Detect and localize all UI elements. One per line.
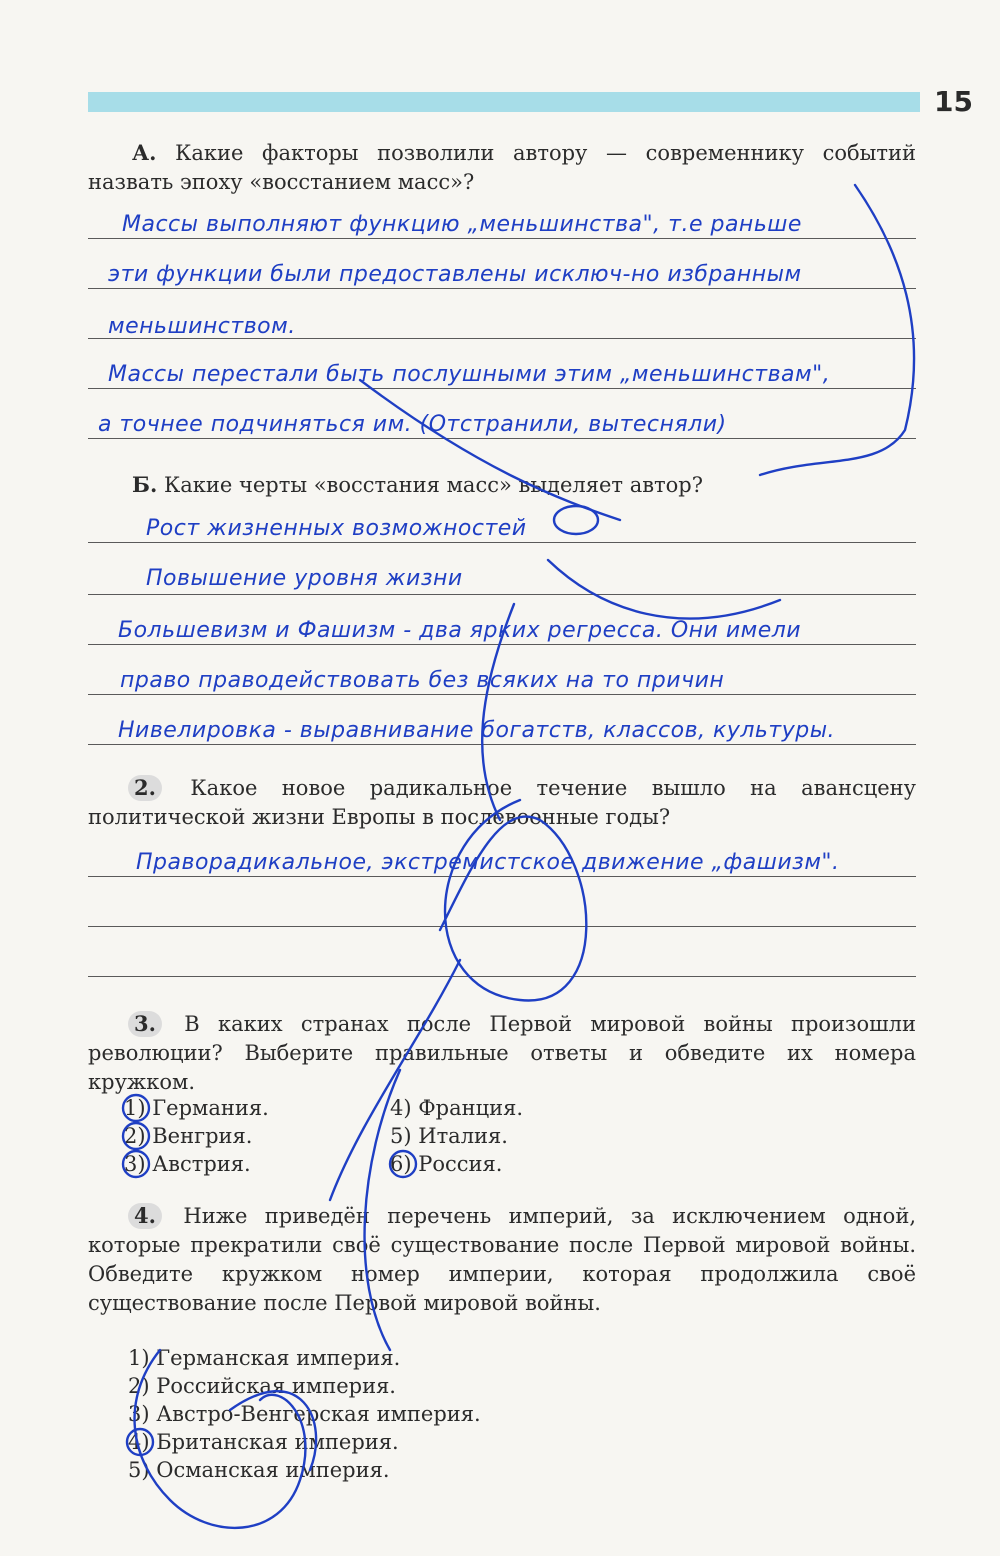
option-number: 5): [128, 1458, 150, 1482]
pen-scribble: [554, 506, 598, 534]
option-number: 3): [128, 1402, 150, 1426]
option-text: Германия.: [152, 1096, 269, 1120]
answer-line: [88, 388, 916, 389]
task-3-option[interactable]: [124, 1094, 269, 1122]
option-text: Германская империя.: [156, 1346, 401, 1370]
question-b-text: Какие черты «восстания масс» выделяет автор?: [163, 473, 704, 497]
task-3-option[interactable]: [124, 1150, 251, 1178]
page-number: 15: [920, 86, 1000, 118]
option-text: Османская империя.: [156, 1458, 390, 1482]
option-number: 5): [390, 1124, 412, 1148]
question-a: [88, 138, 916, 197]
question-b: [88, 470, 916, 500]
question-a-label: А.: [132, 140, 157, 165]
handwritten-answer-a-2: эти функции были предоставлены исключ-но избранным: [108, 262, 802, 287]
task-4: [88, 1202, 916, 1318]
option-number: 3): [124, 1152, 146, 1176]
answer-line: [88, 594, 916, 595]
option-text: Франция.: [418, 1096, 524, 1120]
task-4-option[interactable]: [128, 1428, 399, 1456]
answer-line: [88, 976, 916, 977]
answer-line: [88, 288, 916, 289]
option-number: 1): [128, 1346, 150, 1370]
option-text: Италия.: [418, 1124, 508, 1148]
answer-line: [88, 926, 916, 927]
task-3: [88, 1010, 916, 1097]
option-number: 4): [128, 1430, 150, 1454]
task-3-option[interactable]: [390, 1122, 508, 1150]
option-number: 6): [390, 1152, 412, 1176]
handwritten-answer-b-4: право праводействовать без всяких на то причин: [120, 668, 725, 693]
answer-line: [88, 438, 916, 439]
task-4-option[interactable]: [128, 1456, 390, 1484]
task-3-option[interactable]: [390, 1094, 523, 1122]
handwritten-answer-b-1: Рост жизненных возможностей: [146, 516, 527, 541]
option-text: Российская империя.: [156, 1374, 396, 1398]
question-b-label: Б.: [132, 472, 158, 497]
option-number: 4): [390, 1096, 412, 1120]
option-text: Россия.: [418, 1152, 503, 1176]
header-band: [88, 92, 1000, 112]
task-2: [88, 774, 916, 832]
answer-line: [88, 876, 916, 877]
answer-line: [88, 644, 916, 645]
option-number: 2): [128, 1374, 150, 1398]
option-text: Австро-Венгерская империя.: [156, 1402, 481, 1426]
task-4-option[interactable]: [128, 1372, 396, 1400]
option-number: 1): [124, 1096, 146, 1120]
handwritten-answer-a-4: Массы перестали быть послушными этим „меньшинствам",: [108, 362, 831, 387]
handwritten-answer-a-3: меньшинством.: [108, 314, 296, 339]
task-2-number: 2.: [128, 775, 162, 801]
handwritten-answer-2: Праворадикальное, экстремистское движение „фашизм".: [136, 850, 840, 875]
question-a-text: Какие факторы позволили автору — современнику событий назвать эпоху «восстанием масс»?: [88, 141, 916, 194]
handwritten-answer-a-5: а точнее подчиняться им. (Отстранили, вытесняли): [98, 412, 727, 437]
answer-line: [88, 744, 916, 745]
option-number: 2): [124, 1124, 146, 1148]
answer-line: [88, 542, 916, 543]
task-4-option[interactable]: [128, 1344, 400, 1372]
answer-line: [88, 238, 916, 239]
option-text: Британская империя.: [156, 1430, 399, 1454]
task-2-question: Какое новое радикальное течение вышло на авансцену политической жизни Европы в послевоенные годы?: [88, 776, 916, 829]
answer-line: [88, 694, 916, 695]
pen-strike: [548, 560, 780, 619]
task-3-question: В каких странах после Первой мировой войны произошли революции? Выберите правильные ответы и обведите их номера кружком.: [88, 1012, 916, 1094]
handwritten-answer-b-5: Нивелировка - выравнивание богатств, классов, культуры.: [118, 718, 836, 743]
handwritten-answer-a-1: Массы выполняют функцию „меньшинства", т.е раньше: [122, 212, 802, 237]
handwritten-answer-b-3: Большевизм и Фашизм - два ярких регресса. Они имели: [118, 618, 802, 643]
task-4-question: Ниже приведён перечень империй, за исключением одной, которые прекратили своё существование после Первой мировой войны. Обведите кружком номер империи, которая продолжила своё существование после Первой мировой войны.: [88, 1204, 916, 1315]
handwritten-answer-b-2: Повышение уровня жизни: [146, 566, 463, 591]
task-3-option[interactable]: [124, 1122, 252, 1150]
task-4-number: 4.: [128, 1203, 162, 1229]
task-3-number: 3.: [128, 1011, 162, 1037]
option-text: Венгрия.: [152, 1124, 253, 1148]
task-4-option[interactable]: [128, 1400, 481, 1428]
task-3-option[interactable]: [390, 1150, 502, 1178]
option-text: Австрия.: [152, 1152, 251, 1176]
